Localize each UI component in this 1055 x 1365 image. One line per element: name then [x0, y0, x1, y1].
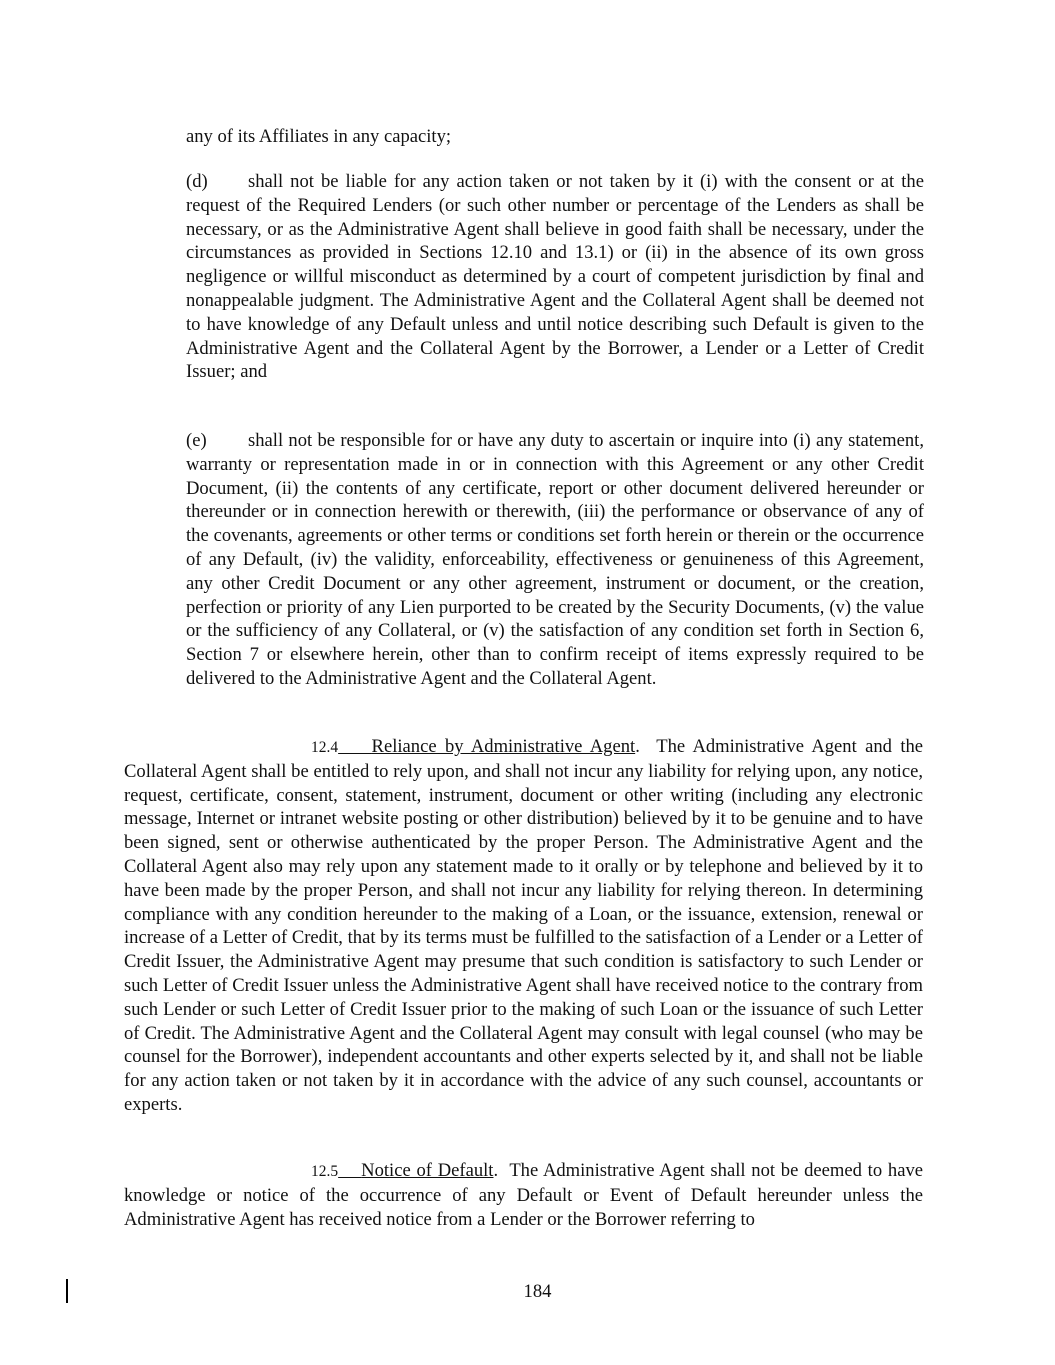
clause-e-label: (e) — [186, 430, 207, 451]
clause-e — [186, 429, 924, 691]
opening-line — [186, 125, 924, 149]
section-12-4-text: The Administrative Agent and the Collateral Agent shall be entitled to rely upon, and shall not incur any liability for relying upon, any notice, request, certificate, consent, statement, instrument, document or other writing (including any electronic message, Internet or intranet website posting or other distribution) believed by it to be genuine and to have been signed, sent or otherwise authenticated by the proper Person. The Administrative Agent and the Collateral Agent also may rely upon any statement made to it orally or by telephone and believed by it to have been made by the proper Person, and shall not incur any liability for relying thereon. In determining compliance with any condition hereunder to the making of a Loan, or the issuance, extension, renewal or increase of a Letter of Credit, that by its terms must be fulfilled to the satisfaction of a Lender or a Letter of Credit Issuer, the Administrative Agent may presume that such condition is satisfactory to such Lender or such Letter of Credit Issuer unless the Administrative Agent shall have received notice to the contrary from such Lender or such Letter of Credit Issuer prior to the making of such Loan or the issuance of such Letter of Credit. The Administrative Agent and the Collateral Agent may consult with legal counsel (who may be counsel for the Borrower), independent accountants and other experts selected by it, and shall not be liable for any action taken or not taken by it in accordance with the advice of any such counsel, accountants or experts. — [124, 736, 924, 1115]
page-number: 184 — [523, 1281, 552, 1302]
opening-line-text: any of its Affiliates in any capacity; — [186, 126, 452, 147]
section-12-5-title: Notice of Default — [361, 1160, 494, 1181]
section-12-4-number: 12.4 — [311, 739, 339, 756]
section-12-4-title: Reliance by Administrative Agent — [371, 736, 636, 757]
section-12-5-number: 12.5 — [311, 1163, 339, 1180]
section-12-5: 12.5 Notice of Default. The Administrative Agent shall not be deemed to have knowledge or notice of the occurrence of any Default or Event of Default hereunder unless the Administrative Agent has received notice from a Lender or the Borrower referring to — [124, 1160, 924, 1230]
clause-e-text: shall not be responsible for or have any duty to ascertain or inquire into (i) any statement, warranty or representation made in or in connection with this Agreement or any other Credit Document, (ii) the contents of any certificate, report or other document delivered hereunder or thereunder or in connection herewith or therewith, (iii) the performance or observance of any of the covenants, agreements or other terms or conditions set forth herein or therein or the occurrence of any Default, (iv) the validity, enforceability, effectiveness or genuineness of this Agreement, any other Credit Document or any other agreement, instrument or document, or the creation, perfection or priority of any Lien purported to be created by the Security Documents, (v) the value or the sufficiency of any Collateral, or (v) the satisfaction of any condition set forth in Section 6, Section 7 or elsewhere herein, other than to confirm receipt of items expressly required to be delivered to the Administrative Agent and the Collateral Agent. — [186, 430, 924, 689]
section-12-4: 12.4 Reliance by Administrative Agent. The Administrative Agent and the Collateral Agent shall be entitled to rely upon, and shall not incur any liability for relying upon, any notice, request, certificate, consent, statement, instrument, document or other writing (including any electronic message, Internet or intranet website posting or other distribution) believed by it to be genuine and to have been signed, sent or otherwise authenticated by the proper Person. The Administrative Agent and the Collateral Agent also may rely upon any statement made to it orally or by telephone and believed by it to have been made by the proper Person, and shall not incur any liability for relying thereon. In determining compliance with any condition hereunder to the making of a Loan, or the issuance, extension, renewal or increase of a Letter of Credit, that by its terms must be fulfilled to the satisfaction of a Lender or a Letter of Credit Issuer, the Administrative Agent may presume that such condition is satisfactory to such Lender or such Letter of Credit Issuer unless the Administrative Agent shall have received notice to the contrary from such Lender or such Letter of Credit Issuer prior to the making of such Loan or the issuance of such Letter of Credit. The Administrative Agent and the Collateral Agent may consult with legal counsel (who may be counsel for the Borrower), independent accountants and other experts selected by it, and shall not be liable for any action taken or not taken by it in accordance with the advice of any such counsel, accountants or experts. — [124, 736, 924, 1115]
clause-d-label: (d) — [186, 171, 208, 192]
section-12-5-text: The Administrative Agent shall not be deemed to have knowledge or notice of the occurrence of any Default or Event of Default hereunder unless the Administrative Agent has received notice from a Lender or the Borrower referring to — [124, 1160, 924, 1230]
clause-d-text: shall not be liable for any action taken or not taken by it (i) with the consent or at the request of the Required Lenders (or such other number or percentage of the Lenders as shall be necessary, or as the Administrative Agent shall believe in good faith shall be necessary, under the circumstances as provided in Sections 12.10 and 13.1) or (ii) in the absence of its own gross negligence or willful misconduct as determined by a court of competent jurisdiction by final and nonappealable judgment. The Administrative Agent and the Collateral Agent shall be deemed not to have knowledge of any Default unless and until notice describing such Default is given to the Administrative Agent and the Collateral Agent by the Borrower, a Lender or a Letter of Credit Issuer; and — [186, 171, 924, 383]
clause-d — [186, 170, 924, 384]
